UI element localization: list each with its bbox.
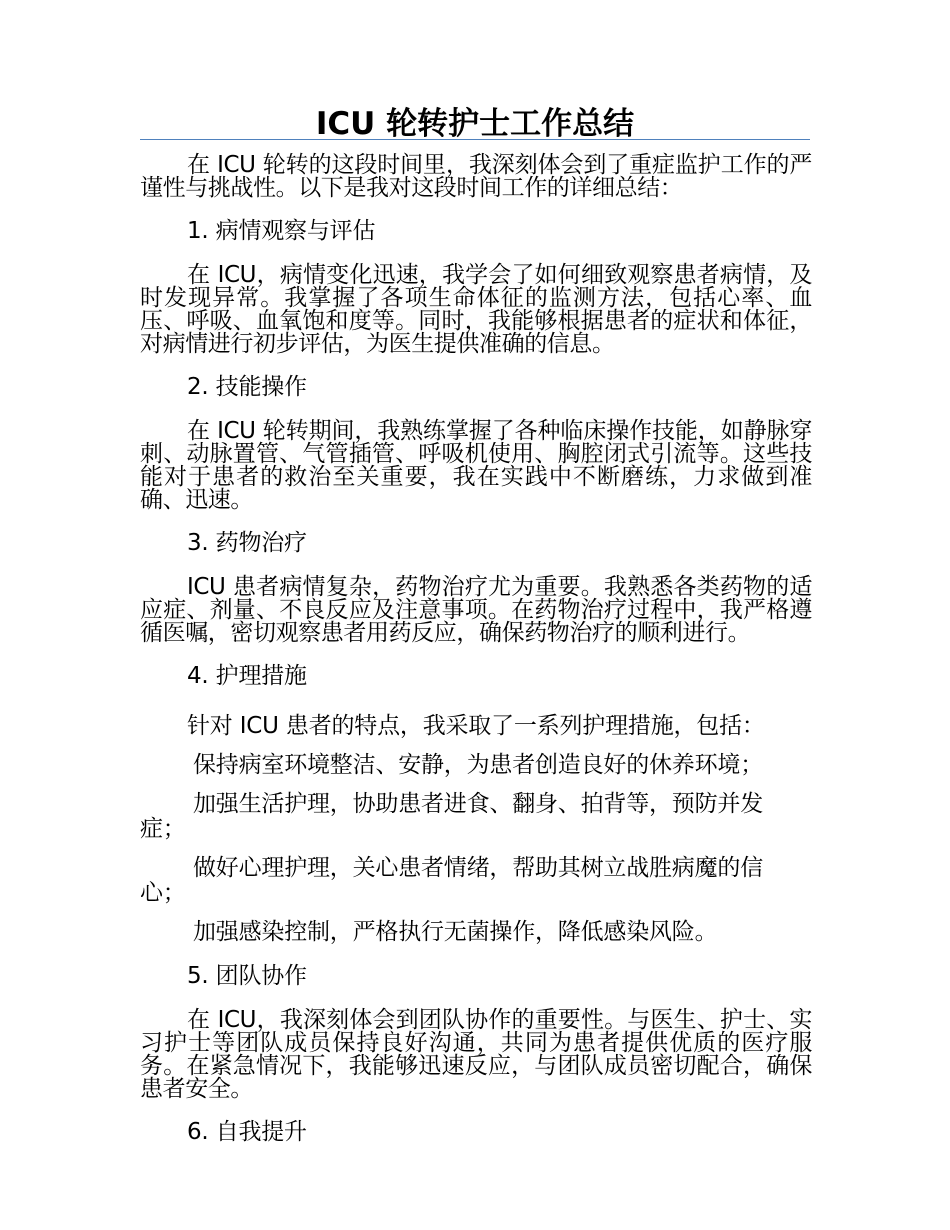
section-body-1: 在 ICU，病情变化迅速，我学会了如何细致观察患者病情，及时发现异常。我掌握了各项生命体征的监测方法，包括心率、血压、呼吸、血氧饱和度等。同时，我能够根据患者的症状和体征，对病情进行初步评估，为医生提供准确的信息。 [140, 262, 812, 357]
section-body-2: 在 ICU 轮转期间，我熟练掌握了各种临床操作技能，如静脉穿刺、动脉置管、气管插管、呼吸机使用、胸腔闭式引流等。这些技能对于患者的救治至关重要，我在实践中不断磨练，力求做到准确、迅速。 [140, 418, 812, 513]
section-heading-3: 3. 药物治疗 [187, 530, 307, 556]
section-heading-4: 4. 护理措施 [187, 663, 307, 689]
title-underline [140, 139, 810, 140]
intro-paragraph: 在 ICU 轮转的这段时间里，我深刻体会到了重症监护工作的严谨性与挑战性。以下是我对这段时间工作的详细总结： [140, 152, 812, 201]
section-heading-5: 5. 团队协作 [187, 963, 307, 989]
list-item: 加强生活护理，协助患者进食、翻身、拍背等，预防并发症； [140, 791, 764, 842]
list-item: 做好心理护理，关心患者情绪，帮助其树立战胜病魔的信心； [140, 855, 764, 906]
document-title: ICU 轮转护士工作总结 [315, 106, 635, 142]
section-heading-2: 2. 技能操作 [187, 374, 307, 400]
document-body [140, 154, 812, 1165]
list-item: 加强感染控制，严格执行无菌操作，降低感染风险。 [193, 919, 718, 945]
section-body-5: 在 ICU，我深刻体会到团队协作的重要性。与医生、护士、实习护士等团队成员保持良好沟通，共同为患者提供优质的医疗服务。在紧急情况下，我能够迅速反应，与团队成员密切配合，确保患者安全。 [140, 1007, 812, 1102]
list-item: 保持病室环境整洁、安静，为患者创造良好的休养环境； [193, 752, 764, 778]
section-heading-6: 6. 自我提升 [187, 1119, 307, 1145]
section-heading-1: 1. 病情观察与评估 [187, 218, 376, 244]
section-intro-4: 针对 ICU 患者的特点，我采取了一系列护理措施，包括： [187, 713, 765, 739]
section-body-3: ICU 患者病情复杂，药物治疗尤为重要。我熟悉各类药物的适应症、剂量、不良反应及注意事项。在药物治疗过程中，我严格遵循医嘱，密切观察患者用药反应，确保药物治疗的顺利进行。 [140, 574, 812, 646]
